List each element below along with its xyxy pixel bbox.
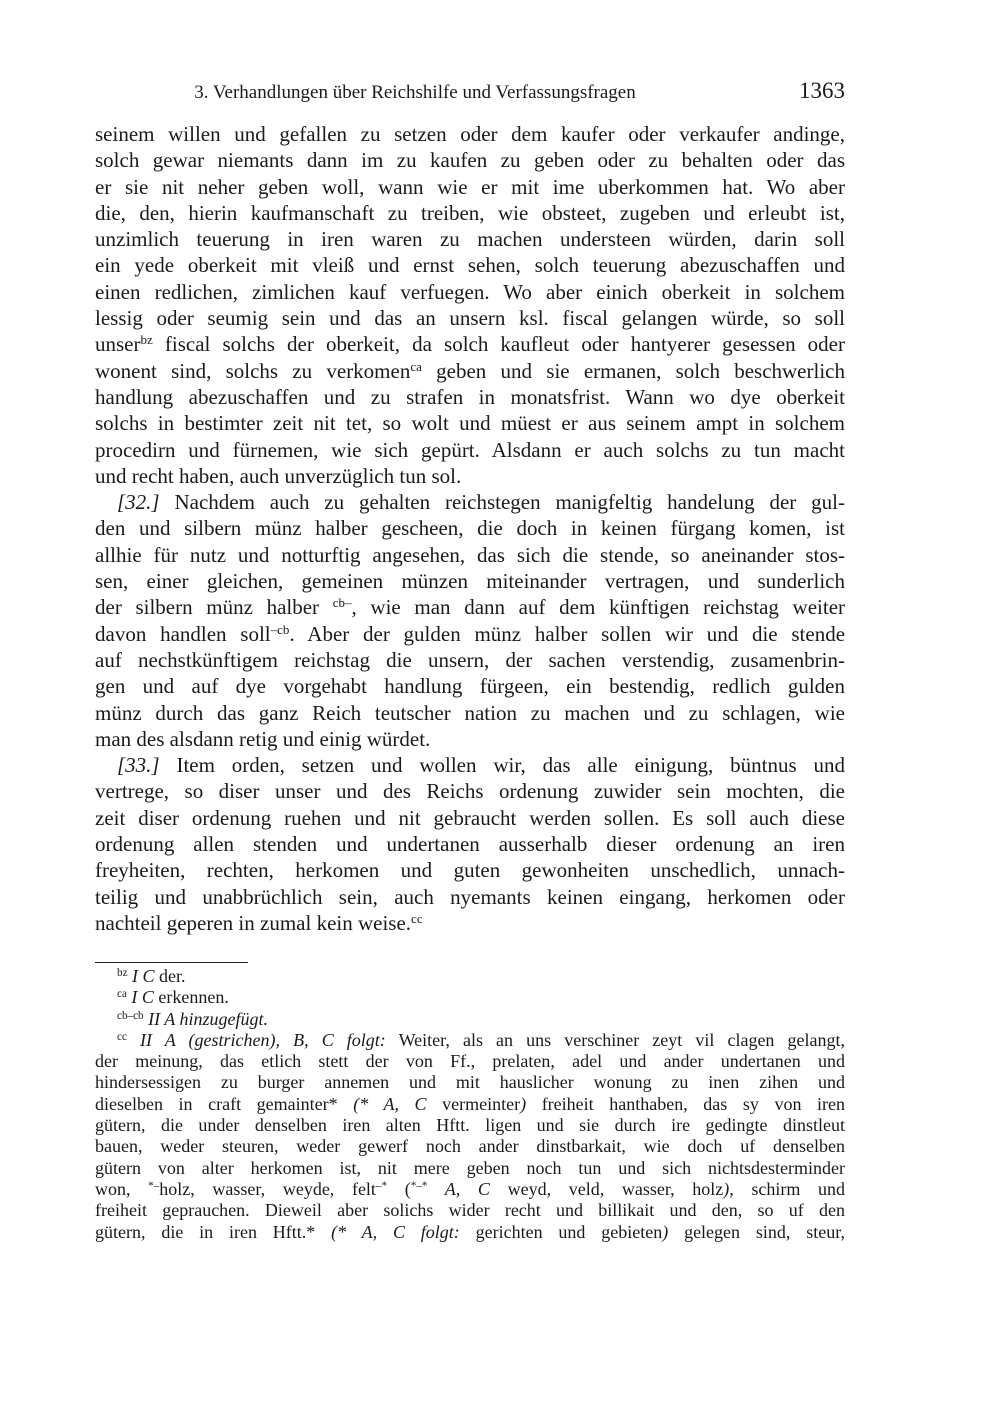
text-line xyxy=(95,384,845,410)
running-head: 3. Verhandlungen über Reichshilfe und Verfassungsfragen xyxy=(194,82,636,103)
footnote-line xyxy=(95,1179,845,1200)
text-run: hindersessigen zu burger annemen und mit hauslicher wonung zu inen zihen und xyxy=(95,1072,845,1093)
text-line xyxy=(95,542,845,568)
italic-text: (* A, C folgt: xyxy=(331,1221,460,1242)
text-run: seinem willen und gefallen zu setzen oder dem kaufer oder verkaufer andinge, xyxy=(95,122,845,146)
text-line xyxy=(95,594,845,620)
text-run: zeit diser ordenung ruehen und nit gebraucht werden sollen. Es soll auch diese xyxy=(95,805,845,830)
text-line xyxy=(95,621,845,647)
text-run: allhie für nutz und notturftig angesehen, das sich die stende, so aneinander stos- xyxy=(95,542,845,567)
text-run: gütern, die under denselben iren alten Hftt. ligen und sie durch ire gedingte dinstleut xyxy=(95,1115,845,1136)
text-line xyxy=(95,831,845,857)
italic-text: I C xyxy=(132,966,155,986)
text-run: den und silbern münz halber gescheen, die doch in keinen fürgang komen, ist xyxy=(95,516,845,541)
text-run: und recht haben, auch unverzüglich tun sol. xyxy=(95,463,462,488)
footnote-marker: ca xyxy=(410,358,422,374)
text-line xyxy=(95,515,845,541)
text-line xyxy=(95,305,845,331)
italic-text: II A hinzugefügt. xyxy=(148,1008,268,1029)
text-line xyxy=(95,857,845,883)
text-line xyxy=(95,437,845,463)
text-run: weyd, veld, wasser, holz xyxy=(489,1178,724,1199)
text-run: erkennen. xyxy=(153,987,229,1008)
footnote-marker: –* xyxy=(375,1179,388,1192)
text-run: gen und auf dye vorgehabt handlung fürgeen, ein bestendig, redlich gulden xyxy=(95,674,845,699)
italic-text: (* A, C xyxy=(353,1093,427,1114)
text-run: auf nechstkünftigem reichstag die unsern, der sachen verstendig, zusamenbrin- xyxy=(95,647,845,672)
text-run: der silbern münz halber xyxy=(95,595,333,620)
footnote-marker: cb–cb xyxy=(117,1009,144,1022)
text-run: sen, einer gleichen, gemeinen münzen miteinander vertragen, und sunderlich xyxy=(95,569,845,594)
text-run: wonent sind, solchs zu verkomen xyxy=(95,358,411,383)
text-run: , wie man dann auf dem künftigen reichstag weiter xyxy=(351,595,846,620)
italic-text: ) xyxy=(662,1221,669,1242)
text-run: ( xyxy=(387,1178,411,1199)
footnote-rule xyxy=(95,962,248,963)
footnote-line xyxy=(95,1094,845,1115)
text-line xyxy=(95,279,845,305)
text-line xyxy=(95,805,845,831)
text-run: solchs in bestimter zeit nit tet, so wolt und müest er aus seinem ampt in solchem xyxy=(95,411,845,436)
text-run: vermeinter xyxy=(426,1093,521,1114)
page-header xyxy=(95,78,845,108)
text-line xyxy=(95,147,845,173)
footnote-line xyxy=(95,1222,845,1243)
text-run: fiscal solchs der oberkeit, da solch kaufleut oder hantyerer gesessen oder xyxy=(152,332,845,357)
page-number: 1363 xyxy=(799,78,845,103)
text-run: Weiter, als an uns verschiner zeyt vil clagen gelangt, xyxy=(385,1029,846,1050)
italic-text: ) xyxy=(520,1093,527,1114)
text-run: unser xyxy=(95,332,141,357)
text-run: procedirn und fürnemen, wie sich gepürt. Alsdann er auch solchs zu tun macht xyxy=(95,437,845,462)
text-run: freiheit hanthaben, das sy von iren xyxy=(526,1093,845,1114)
text-line xyxy=(95,673,845,699)
text-line xyxy=(95,410,845,436)
text-run: davon handlen soll xyxy=(95,621,271,646)
footnote-line xyxy=(95,1072,845,1093)
main-text xyxy=(95,121,845,936)
text-run: gütern von alter herkomen ist, nit mere geben noch tun und sich nichtsdesterminder xyxy=(95,1157,845,1178)
text-line xyxy=(95,252,845,278)
text-run: er sie nit neher geben woll, wann wie er mit ime uberkommen hat. Wo aber xyxy=(95,174,845,199)
text-line xyxy=(95,331,845,357)
text-line xyxy=(95,174,845,200)
italic-text: [32.] xyxy=(117,490,160,515)
text-run: ein yede oberkeit mit vleiß und ernst sehen, solch teuerung abezuschaffen und xyxy=(95,253,845,278)
footnote-marker: –cb xyxy=(270,621,290,637)
text-line xyxy=(95,752,845,778)
text-line xyxy=(95,489,845,515)
footnote-line xyxy=(95,987,845,1008)
text-run: , schirm und xyxy=(729,1178,846,1199)
text-line xyxy=(95,910,845,936)
text-line xyxy=(95,226,845,252)
text-run: won, xyxy=(95,1178,149,1199)
footnote-line xyxy=(95,1030,845,1051)
footnote-line xyxy=(95,1158,845,1179)
footnote-line xyxy=(95,1009,845,1030)
text-line xyxy=(95,358,845,384)
italic-text: ) xyxy=(723,1178,730,1199)
footnote-marker: cc xyxy=(117,1030,127,1043)
italic-text: A, C xyxy=(427,1178,490,1199)
text-run xyxy=(127,1030,140,1050)
text-line xyxy=(95,200,845,226)
text-line xyxy=(95,647,845,673)
footnotes xyxy=(95,966,845,1243)
footnote-marker: cc xyxy=(411,910,423,926)
text-run: freiheit geprauchen. Dieweil aber solichs wider recht und billikait und den, so uf den xyxy=(95,1200,845,1221)
footnote-line xyxy=(95,1200,845,1221)
text-run: einen redlichen, zimlichen kauf verfuegen. Wo aber einich oberkeit in solchem xyxy=(95,279,845,304)
text-run: ordenung allen stenden und undertanen ausserhalb dieser ordenung an iren xyxy=(95,832,845,857)
text-run: der meinung, das etlich stett der von Ff., prelaten, adel und ander undertanen und xyxy=(95,1051,845,1072)
text-run: die, den, hierin kaufmanschaft zu treiben, wie obsteet, zugeben und erleubt ist, xyxy=(95,200,845,225)
footnote-marker: ca xyxy=(117,988,127,1001)
text-run: Nachdem auch zu gehalten reichstegen manigfeltig handelung der gul- xyxy=(159,490,845,515)
footnote-line xyxy=(95,966,845,987)
text-run: handlung abezuschaffen und zu strafen in monatsfrist. Wann wo dye oberkeit xyxy=(95,384,845,409)
italic-text: II A (gestrichen), B, C folgt: xyxy=(140,1029,386,1050)
text-run: bauen, weder steuren, weder gewerf noch ander dinstbarkait, wie doch uf denselben xyxy=(95,1136,845,1157)
text-run: solch gewar niemants dann im zu kaufen zu geben oder zu behalten oder das xyxy=(95,148,845,173)
text-line xyxy=(95,726,845,752)
text-run: geben und sie ermanen, solch beschwerlich xyxy=(421,358,845,383)
text-run: gelegen sind, steur, xyxy=(668,1221,845,1242)
text-run: unzimlich teuerung in iren waren zu machen understeen würden, darin soll xyxy=(95,227,845,252)
text-line xyxy=(95,700,845,726)
text-line xyxy=(95,463,845,489)
text-line xyxy=(95,884,845,910)
text-run: gerichten und gebieten xyxy=(459,1221,663,1242)
text-run: teilig und unabbrüchlich sein, auch nyemants keinen eingang, herkomen oder xyxy=(95,884,845,909)
italic-text: I C xyxy=(131,987,154,1008)
text-run: münz durch das ganz Reich teutscher nation zu machen und zu schlagen, wie xyxy=(95,700,845,725)
footnote-marker: bz xyxy=(140,332,153,348)
text-run: nachteil geperen in zumal kein weise. xyxy=(95,910,412,935)
text-run: Item orden, setzen und wollen wir, das alle einigung, büntnus und xyxy=(159,753,845,778)
text-run: . Aber der gulden münz halber sollen wir und die stende xyxy=(289,621,846,646)
italic-text: [33.] xyxy=(117,753,160,778)
text-run: freyheiten, rechten, herkomen und guten gewonheiten unschedlich, unnach- xyxy=(95,858,845,883)
footnote-marker: *– xyxy=(148,1179,160,1192)
text-line xyxy=(95,121,845,147)
footnote-line xyxy=(95,1136,845,1157)
text-run: lessig oder seumig sein und das an unsern ksl. fiscal gelangen würde, so soll xyxy=(95,306,845,331)
text-line xyxy=(95,568,845,594)
text-run: man des alsdann retig und einig würdet. xyxy=(95,726,431,751)
text-run: dieselben in craft gemainter* xyxy=(95,1093,354,1114)
text-run: gütern, die in iren Hftt.* xyxy=(95,1221,332,1242)
footnote-line xyxy=(95,1051,845,1072)
footnote-marker: cb– xyxy=(332,595,352,611)
text-run: der. xyxy=(154,966,186,986)
footnote-marker: *–* xyxy=(410,1179,428,1192)
footnote-marker: bz xyxy=(117,966,128,979)
footnote-line xyxy=(95,1115,845,1136)
text-run: vertrege, so diser unser und des Reichs ordenung zuwider sein mochten, die xyxy=(95,779,845,804)
text-run: holz, wasser, weyde, felt xyxy=(159,1178,376,1199)
text-line xyxy=(95,778,845,804)
